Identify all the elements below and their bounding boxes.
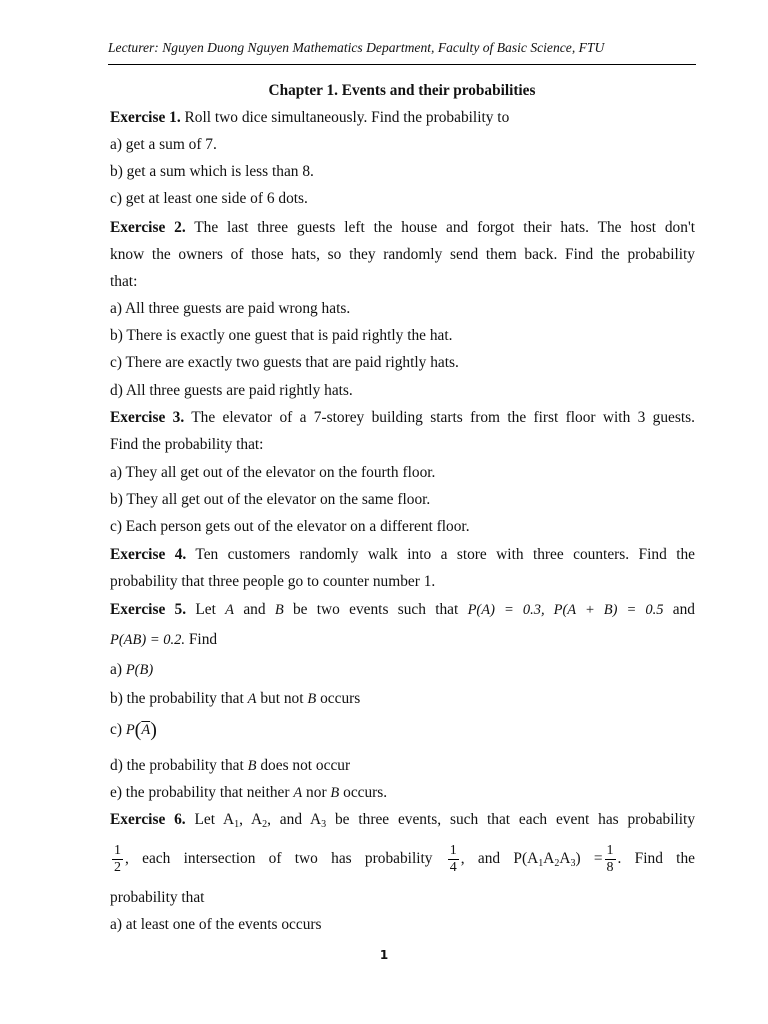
exercise-2-line-3: that: (110, 273, 138, 290)
page-number: 1 (379, 948, 389, 962)
exercise-2-label: Exercise 2. (110, 219, 186, 236)
exercise-5-c: c) $P(\overline{A})$ (110, 719, 157, 741)
condition-expression: P(A) = 0.3, P(A + B) = 0.5 (467, 602, 664, 618)
exercise-3-c: c) Each person gets out of the elevator on a different floor. (110, 518, 470, 535)
exercise-5-b: b) the probability that A but not B occurs (110, 690, 361, 707)
exercise-5-label: Exercise 5. (110, 601, 187, 618)
exercise-5-d: d) the probability that B does not occur (110, 757, 351, 774)
complement-A: $\overline{A}$ (141, 722, 151, 738)
exercise-3-a: a) They all get out of the elevator on the fourth floor. (110, 464, 436, 481)
exercise-5-a: a) P(B) (110, 661, 154, 678)
exercise-6-line-2: $\frac{1}{2}$ , each intersection of two has probability $\frac{1}{4}$ , and $P(A_1A_2A_3)$ = $\frac{1}{8}$ . Find the (114, 842, 695, 875)
exercise-2-a: a) All three guests are paid wrong hats. (110, 300, 351, 317)
exercise-2-d: d) All three guests are paid rightly hats. (110, 382, 353, 399)
exercise-4-line-1: Exercise 4. Ten customers randomly walk into a store with three counters. Find the (110, 546, 695, 563)
exercise-3-line-1: Exercise 3. The elevator of a 7-storey building starts from the first floor with 3 guests. (110, 409, 695, 426)
fraction-one-half: $\frac{1}{2}$ (114, 842, 121, 875)
exercise-2-line-1: Exercise 2. The last three guests left the house and forgot their hats. The host don't (110, 219, 695, 236)
exercise-2-c: c) There are exactly two guests that are paid rightly hats. (110, 354, 459, 371)
exercise-1-c: c) get at least one side of 6 dots. (110, 190, 308, 207)
exercise-3-b: b) They all get out of the elevator on the same floor. (110, 491, 431, 508)
fraction-one-eighth: $\frac{1}{8}$ (606, 842, 614, 875)
exercise-4-label: Exercise 4. (110, 546, 187, 563)
exercise-2-b: b) There is exactly one guest that is paid rightly the hat. (110, 327, 453, 344)
condition-expression-2: P(AB) = 0.2. (110, 632, 186, 648)
exercise-6-line-3: probability that (110, 889, 205, 906)
exercise-4-line-2: probability that three people go to counter number 1. (110, 573, 436, 590)
exercise-6-a: a) at least one of the events occurs (110, 916, 322, 933)
header-divider (108, 64, 696, 65)
exercise-3-line-2: Find the probability that: (110, 436, 264, 453)
exercise-1-label: Exercise 1. (110, 109, 181, 126)
exercise-6-label: Exercise 6. (110, 811, 186, 828)
exercise-1-b: b) get a sum which is less than 8. (110, 163, 314, 180)
exercise-2-line-2: know the owners of those hats, so they randomly send them back. Find the probability (110, 246, 695, 263)
exercise-1-a: a) get a sum of 7. (110, 136, 217, 153)
fraction-one-quarter: $\frac{1}{4}$ (449, 842, 457, 875)
exercise-5-e: e) the probability that neither A nor B occurs. (110, 784, 388, 801)
page-header: Lecturer: Nguyen Duong Nguyen Mathematics Department, Faculty of Basic Science, FTU (108, 40, 605, 55)
exercise-6-line-1: Exercise 6. Let $A_1$, $A_2$, and $A_3$ be three events, such that each event has probability (110, 811, 696, 830)
exercise-5-line-2: P(AB) = 0.2. Find (110, 631, 218, 648)
chapter-title: Chapter 1. Events and their probabilities (268, 82, 536, 99)
exercise-1-intro: Exercise 1. Roll two dice simultaneously. Find the probability to (110, 109, 510, 126)
intersection-expression: $P(A_1A_2A_3)$ = (513, 850, 603, 869)
exercise-5-line-1: Exercise 5. Let A and B be two events such that P(A) = 0.3, P(A + B) = 0.5 and (110, 601, 695, 618)
exercise-3-label: Exercise 3. (110, 409, 185, 426)
